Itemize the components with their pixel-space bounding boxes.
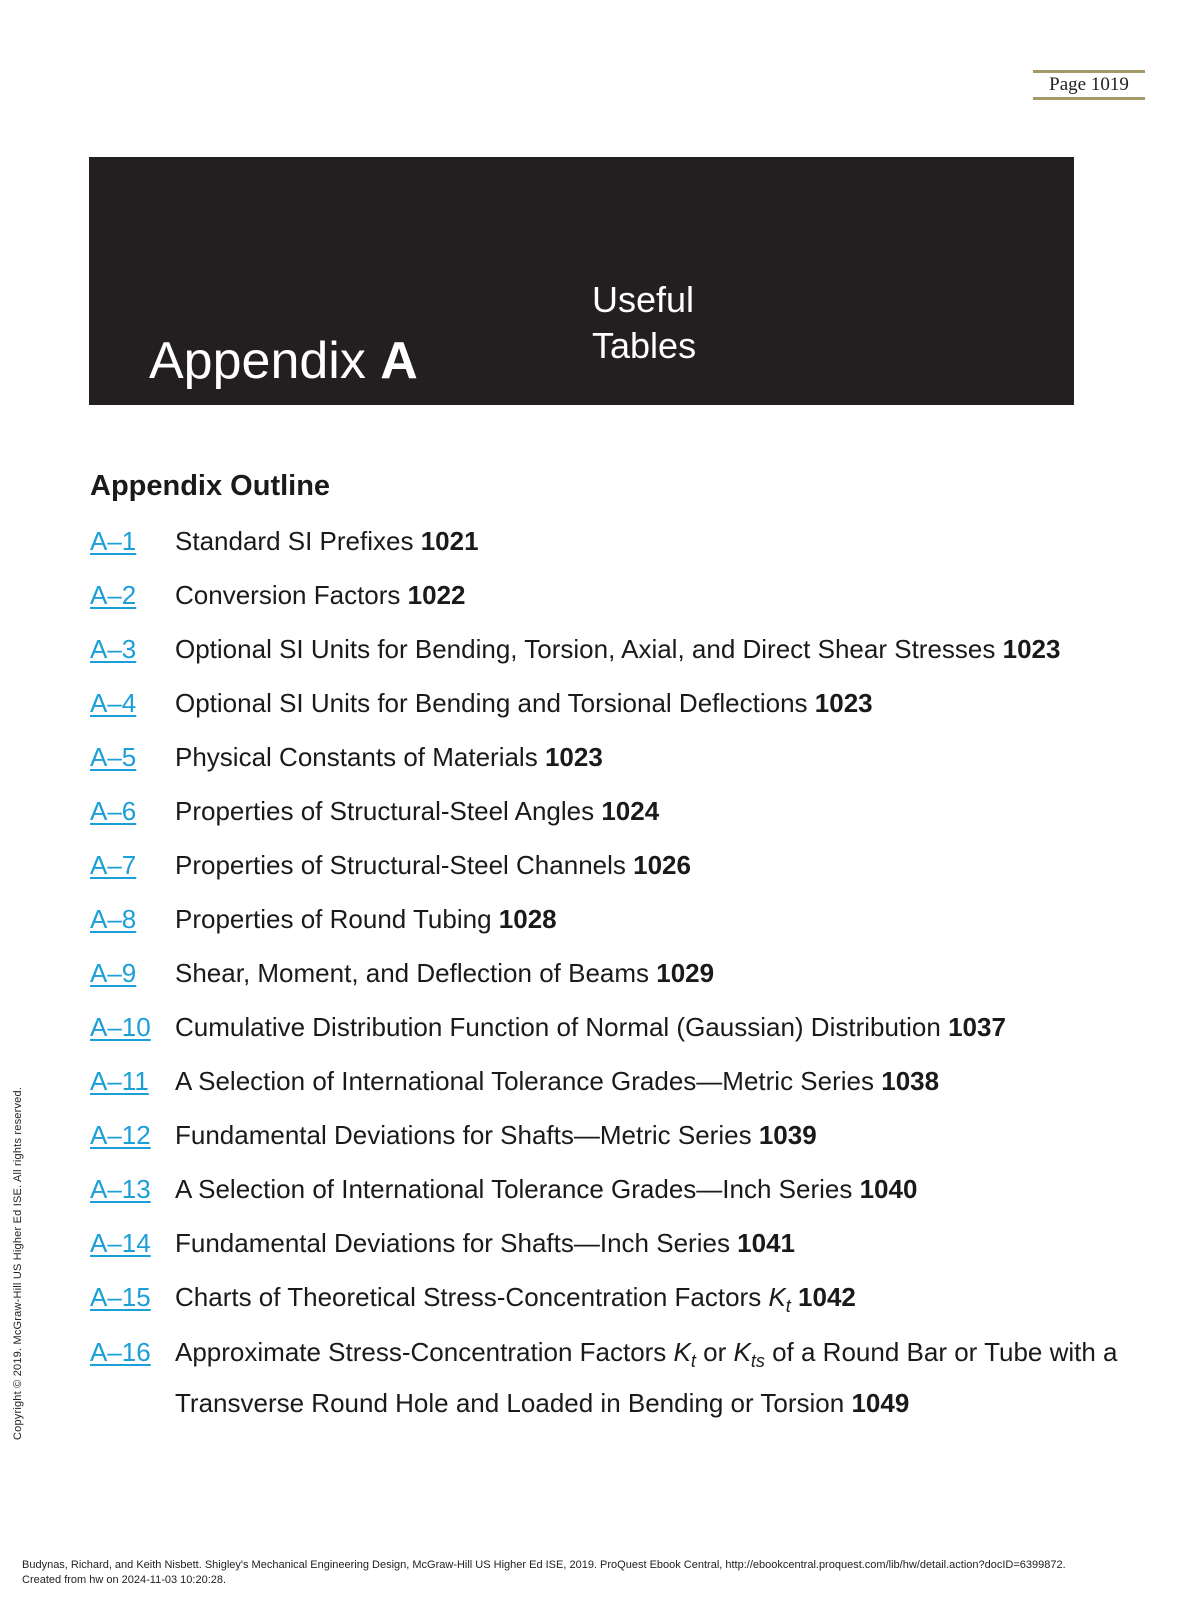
subtitle-line-1: Useful (592, 279, 695, 320)
outline-link-a9[interactable]: A–9 (90, 958, 137, 988)
item-title: Shear, Moment, and Deflection of Beams (175, 958, 650, 988)
outline-link-a8[interactable]: A–8 (90, 904, 137, 934)
item-page: 1037 (948, 1012, 1006, 1042)
item-page: 1049 (851, 1388, 910, 1419)
item-title: Properties of Structural-Steel Channels (175, 850, 626, 880)
outline-link-a7[interactable]: A–7 (90, 850, 137, 880)
item-page: 1042 (798, 1282, 856, 1312)
item-page: 1023 (1002, 634, 1061, 664)
appendix-banner (89, 157, 1074, 405)
created-line: Created from hw on 2024-11-03 10:20:28. (22, 1574, 227, 1586)
outline-link-a10[interactable]: A–10 (90, 1012, 151, 1042)
citation-footer (22, 1558, 1182, 1588)
item-page: 1038 (881, 1066, 940, 1096)
page-number-marker: Page 1019 (1033, 70, 1145, 100)
copyright-notice: Copyright © 2019. McGraw-Hill US Higher Ed ISE. All rights reserved. (12, 1086, 24, 1440)
item-title: Charts of Theoretical Stress-Concentration Factors (175, 1282, 762, 1312)
item-text-mid: or (703, 1337, 727, 1367)
item-page: 1028 (498, 904, 557, 934)
citation-line: Budynas, Richard, and Keith Nisbett. Shigley's Mechanical Engineering Design, McGraw-Hill US Higher Ed ISE, 2019. ProQuest Ebook Central, http://ebookcentral.proquest.com/lib/hw/detail.action?docID=6399872. (22, 1559, 1066, 1571)
item-title: Standard SI Prefixes (175, 526, 414, 556)
outline-link-a12[interactable]: A–12 (90, 1120, 151, 1150)
item-title: Optional SI Units for Bending and Torsional Deflections (175, 688, 808, 718)
item-page: 1023 (814, 688, 873, 718)
item-title: Cumulative Distribution Function of Normal (Gaussian) Distribution (175, 1012, 941, 1042)
item-page: 1023 (544, 742, 603, 772)
outline-link-a15[interactable]: A–15 (90, 1282, 151, 1312)
item-page: 1022 (407, 580, 466, 610)
item-title: A Selection of International Tolerance Grades—Metric Series (175, 1066, 874, 1096)
outline-link-a6[interactable]: A–6 (90, 796, 137, 826)
item-title: Physical Constants of Materials (175, 742, 538, 772)
subtitle-line-2: Tables (592, 325, 697, 366)
outline-link-a13[interactable]: A–13 (90, 1174, 151, 1204)
item-text-after: of a Round Bar or Tube with a Transverse Round Hole and Loaded in Bending or Torsion (175, 1337, 1118, 1419)
item-title: Fundamental Deviations for Shafts—Metric Series (175, 1120, 752, 1150)
outline-link-a11[interactable]: A–11 (90, 1066, 149, 1096)
item-page: 1040 (859, 1174, 918, 1204)
item-title: Properties of Structural-Steel Angles (175, 796, 595, 826)
appendix-word: Appendix (149, 332, 366, 390)
outline-link-a4[interactable]: A–4 (90, 688, 137, 718)
item-page: 1029 (656, 958, 715, 988)
item-page: 1021 (420, 526, 479, 556)
outline-link-a3[interactable]: A–3 (90, 634, 137, 664)
outline-link-a16[interactable]: A–16 (90, 1337, 151, 1367)
appendix-subtitle (592, 277, 696, 369)
item-title: Properties of Round Tubing (175, 904, 492, 934)
item-title: Conversion Factors (175, 580, 401, 610)
appendix-title (149, 332, 418, 390)
item-title: A Selection of International Tolerance Grades—Inch Series (175, 1174, 853, 1204)
outline-link-a5[interactable]: A–5 (90, 742, 137, 772)
kt-symbol: $K_t$ (673, 1337, 696, 1372)
appendix-letter: A (380, 332, 418, 390)
outline-link-a14[interactable]: A–14 (90, 1228, 151, 1258)
item-page: 1024 (601, 796, 660, 826)
item-page: 1041 (737, 1228, 796, 1258)
item-title: Approximate Stress-Concentration Factors (175, 1337, 667, 1367)
item-title: Optional SI Units for Bending, Torsion, Axial, and Direct Shear Stresses (175, 634, 996, 664)
item-page: 1026 (633, 850, 691, 880)
kts-symbol: $K_{ts}$ (733, 1337, 765, 1372)
outline-link-a1[interactable]: A–1 (90, 526, 137, 556)
kt-symbol: $K_t$ (768, 1282, 791, 1317)
outline-link-a2[interactable]: A–2 (90, 580, 137, 610)
outline-heading: Appendix Outline (90, 470, 331, 502)
item-page: 1039 (758, 1120, 817, 1150)
item-title: Fundamental Deviations for Shafts—Inch Series (175, 1228, 730, 1258)
